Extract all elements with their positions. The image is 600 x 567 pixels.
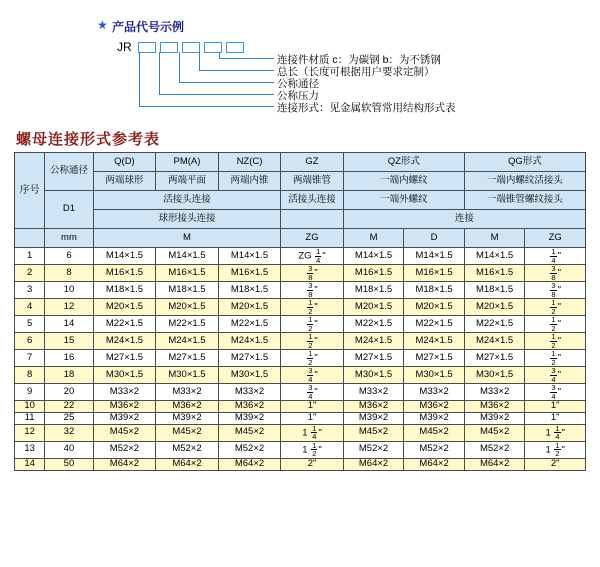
cell-qg-zg: 1 $\frac{1}{4}$ " [525,424,586,441]
cell-qz-d: M22×1.5 [404,316,465,333]
cell-qz-d: M33×2 [404,384,465,401]
table-row [15,384,586,401]
header-spacer [281,210,344,229]
cell-nz: M14×1.5 [218,248,281,265]
cell-q: M16×1.5 [93,265,156,282]
cell-nominal-diameter: 8 [45,265,93,282]
legend-label-nominal-pressure: 公称压力 [277,90,319,102]
code-box-1 [138,42,156,53]
cell-nominal-diameter: 14 [45,316,93,333]
cell-qg-zg: $\frac{1}{2}$ " [525,350,586,367]
cell-nz: M16×1.5 [218,265,281,282]
cell-nz: M22×1.5 [218,316,281,333]
header-unit-qz-m: M [343,229,404,248]
cell-gz: $\frac{3}{4}$ " [281,384,344,401]
table-row [15,299,586,316]
cell-pm: M24×1.5 [156,333,219,350]
cell-qg-m: M36×2 [464,401,525,413]
cell-nz: M52×2 [218,441,281,458]
header-unit-m: M [93,229,281,248]
cell-nominal-diameter: 15 [45,333,93,350]
table-body [15,248,586,471]
cell-seq: 5 [15,316,45,333]
legend-label-nominal-diameter: 公称通径 [277,78,319,90]
cell-qz-m: M22×1.5 [343,316,404,333]
cell-qz-m: M52×2 [343,441,404,458]
cell-nominal-diameter: 6 [45,248,93,265]
header-desc-nz: 两端内锥 [218,172,281,191]
cell-qz-m: M45×2 [343,424,404,441]
table-header-units [15,210,586,229]
cell-pm: M33×2 [156,384,219,401]
cell-nz: M39×2 [218,412,281,424]
header-connect-ball: 球形接头连接 [93,210,281,229]
cell-q: M33×2 [93,384,156,401]
cell-qg-m: M18×1.5 [464,282,525,299]
cell-gz: $\frac{3}{4}$ " [281,367,344,384]
header-connect-qg: 一端锥管螺纹接头 [464,191,585,210]
cell-qz-d: M45×2 [404,424,465,441]
cell-qg-zg: $\frac{3}{4}$ " [525,367,586,384]
header-seq-unit [15,229,45,248]
cell-qg-zg: 1" [525,401,586,413]
cell-nominal-diameter: 16 [45,350,93,367]
header-unit-qg-zg: ZG [525,229,586,248]
cell-q: M64×2 [93,458,156,470]
cell-gz: $\frac{1}{2}$ " [281,333,344,350]
cell-seq: 2 [15,265,45,282]
cell-seq: 4 [15,299,45,316]
header-desc-pm: 两端平面 [156,172,219,191]
page-title: 螺母连接形式参考表 [16,131,161,148]
legend-label-connection-type: 连接形式：见金属软管常用结构形式表 [277,102,456,114]
cell-pm: M45×2 [156,424,219,441]
header-connect-union: 活接头连接 [93,191,281,210]
leader-line-v-3 [179,52,180,82]
cell-qg-zg: $\frac{1}{2}$ " [525,316,586,333]
cell-seq: 7 [15,350,45,367]
leader-line-v-4 [199,52,200,70]
cell-qz-m: M16×1.5 [343,265,404,282]
cell-gz: 1" [281,401,344,413]
cell-qz-m: M20×1.5 [343,299,404,316]
cell-qg-zg: 1 $\frac{1}{2}$ " [525,441,586,458]
cell-gz: $\frac{3}{8}$ " [281,265,344,282]
table-row [15,412,586,424]
cell-pm: M16×1.5 [156,265,219,282]
cell-gz: $\frac{1}{2}$ " [281,350,344,367]
product-code-legend [0,0,600,122]
cell-qg-m: M45×2 [464,424,525,441]
cell-gz: 1 $\frac{1}{2}$ " [281,441,344,458]
cell-q: M36×2 [93,401,156,413]
header-desc-q: 两端球形 [93,172,156,191]
nut-connection-spec-table [14,152,586,471]
cell-qz-d: M36×2 [404,401,465,413]
legend-label-total-length: 总长（长度可根据用户要求定制） [277,66,435,78]
cell-qz-d: M64×2 [404,458,465,470]
star-icon: ★ [97,18,108,32]
cell-qg-m: M52×2 [464,441,525,458]
table-header-descriptions [15,172,586,191]
code-box-3 [182,42,200,53]
header-connect-qz: 一端外螺纹 [343,191,464,210]
cell-nominal-diameter: 20 [45,384,93,401]
cell-pm: M18×1.5 [156,282,219,299]
table-row [15,333,586,350]
cell-qg-m: M30×1.5 [464,367,525,384]
cell-qz-m: M30×1.5 [343,367,404,384]
cell-qg-zg: $\frac{3}{8}$ " [525,282,586,299]
cell-pm: M22×1.5 [156,316,219,333]
cell-qg-m: M64×2 [464,458,525,470]
cell-qz-d: M14×1.5 [404,248,465,265]
spec-table-wrap [14,152,586,471]
cell-nominal-diameter: 22 [45,401,93,413]
cell-qz-m: M64×2 [343,458,404,470]
header-unit-qg-m: M [464,229,525,248]
cell-pm: M27×1.5 [156,350,219,367]
cell-nominal-diameter: 10 [45,282,93,299]
leader-line-h-3 [179,82,274,83]
cell-qz-m: M27×1.5 [343,350,404,367]
cell-seq: 8 [15,367,45,384]
leader-line-h-2 [159,94,274,95]
cell-qz-d: M27×1.5 [404,350,465,367]
cell-nominal-diameter: 25 [45,412,93,424]
cell-q: M27×1.5 [93,350,156,367]
product-code-prefix: JR [117,40,132,54]
leader-line-v-2 [159,52,160,94]
cell-qz-d: M39×2 [404,412,465,424]
cell-seq: 14 [15,458,45,470]
cell-qg-m: M39×2 [464,412,525,424]
header-unit-zg: ZG [281,229,344,248]
cell-qg-zg: $\frac{3}{8}$ " [525,265,586,282]
cell-nominal-diameter: 32 [45,424,93,441]
table-row [15,458,586,470]
header-desc-qg: 一端内螺纹活接头 [464,172,585,191]
cell-q: M39×2 [93,412,156,424]
cell-qg-zg: $\frac{1}{4}$ " [525,248,586,265]
cell-pm: M39×2 [156,412,219,424]
cell-qg-m: M16×1.5 [464,265,525,282]
cell-qg-m: M14×1.5 [464,248,525,265]
cell-qg-zg: $\frac{1}{2}$ " [525,299,586,316]
header-group-q: Q(D) [93,153,156,172]
table-row [15,350,586,367]
table-header-symbols [15,229,586,248]
cell-nz: M20×1.5 [218,299,281,316]
cell-seq: 6 [15,333,45,350]
legend-title: 产品代号示例 [112,20,185,34]
cell-gz: $\frac{1}{2}$ " [281,316,344,333]
header-desc-qz: 一端内螺纹 [343,172,464,191]
cell-qz-m: M36×2 [343,401,404,413]
cell-qz-m: M14×1.5 [343,248,404,265]
table-row [15,265,586,282]
header-unit-qz-d: D [404,229,465,248]
cell-q: M18×1.5 [93,282,156,299]
cell-nz: M30×1.5 [218,367,281,384]
header-dn-unit: mm [45,229,93,248]
legend-label-material: 连接件材质 c：为碳钢 b：为不锈钢 [277,54,441,66]
cell-qz-m: M39×2 [343,412,404,424]
table-row [15,282,586,299]
cell-qg-zg: $\frac{1}{2}$ " [525,333,586,350]
cell-nz: M45×2 [218,424,281,441]
cell-qg-m: M22×1.5 [464,316,525,333]
cell-qz-m: M33×2 [343,384,404,401]
cell-q: M45×2 [93,424,156,441]
cell-seq: 10 [15,401,45,413]
cell-nz: M36×2 [218,401,281,413]
cell-qz-d: M30×1.5 [404,367,465,384]
cell-q: M52×2 [93,441,156,458]
table-header-codes [15,153,586,172]
cell-nominal-diameter: 50 [45,458,93,470]
cell-pm: M64×2 [156,458,219,470]
cell-qg-zg: $\frac{3}{4}$ " [525,384,586,401]
table-row [15,367,586,384]
table-header-connection [15,191,586,210]
cell-qz-d: M20×1.5 [404,299,465,316]
header-group-qg: QG形式 [464,153,585,172]
cell-gz: 1" [281,412,344,424]
cell-nz: M18×1.5 [218,282,281,299]
leader-line-h-5 [219,58,274,59]
cell-seq: 1 [15,248,45,265]
cell-seq: 9 [15,384,45,401]
cell-pm: M36×2 [156,401,219,413]
cell-nominal-diameter: 12 [45,299,93,316]
header-dn-sub: D1 [45,191,93,229]
cell-q: M14×1.5 [93,248,156,265]
cell-q: M30×1.5 [93,367,156,384]
cell-seq: 3 [15,282,45,299]
cell-qg-m: M33×2 [464,384,525,401]
cell-seq: 12 [15,424,45,441]
cell-nominal-diameter: 18 [45,367,93,384]
cell-gz: 2" [281,458,344,470]
product-code-boxes [138,42,244,53]
cell-qg-m: M27×1.5 [464,350,525,367]
cell-nz: M64×2 [218,458,281,470]
leader-line-v-1 [139,52,140,106]
cell-seq: 11 [15,412,45,424]
cell-qz-d: M52×2 [404,441,465,458]
table-row [15,441,586,458]
cell-qg-m: M20×1.5 [464,299,525,316]
cell-nz: M27×1.5 [218,350,281,367]
cell-pm: M52×2 [156,441,219,458]
cell-seq: 13 [15,441,45,458]
cell-nominal-diameter: 40 [45,441,93,458]
cell-qz-m: M24×1.5 [343,333,404,350]
leader-line-h-4 [199,70,274,71]
header-connect-qg2: 连接 [343,210,585,229]
cell-pm: M14×1.5 [156,248,219,265]
cell-pm: M20×1.5 [156,299,219,316]
table-row [15,424,586,441]
header-seq: 序号 [15,153,45,229]
header-desc-gz: 两端锥管 [281,172,344,191]
leader-line-h-1 [139,106,274,107]
cell-qg-zg: 2" [525,458,586,470]
cell-qg-m: M24×1.5 [464,333,525,350]
cell-qz-d: M18×1.5 [404,282,465,299]
cell-qz-m: M18×1.5 [343,282,404,299]
header-group-qz: QZ形式 [343,153,464,172]
header-group-nz: NZ(C) [218,153,281,172]
header-group-gz: GZ [281,153,344,172]
cell-qz-d: M16×1.5 [404,265,465,282]
code-box-5 [226,42,244,53]
cell-pm: M30×1.5 [156,367,219,384]
cell-nz: M33×2 [218,384,281,401]
cell-qg-zg: 1" [525,412,586,424]
header-group-pm: PM(A) [156,153,219,172]
cell-nz: M24×1.5 [218,333,281,350]
header-nominal-diameter: 公称通径 [45,153,93,191]
header-connect-gz: 活接头连接 [281,191,344,210]
cell-qz-d: M24×1.5 [404,333,465,350]
cell-gz: $\frac{3}{8}$ " [281,282,344,299]
cell-q: M22×1.5 [93,316,156,333]
cell-q: M20×1.5 [93,299,156,316]
cell-q: M24×1.5 [93,333,156,350]
cell-gz: 1 $\frac{1}{4}$ " [281,424,344,441]
table-row [15,248,586,265]
code-box-2 [160,42,178,53]
table-row [15,401,586,413]
cell-gz: $\frac{1}{2}$ " [281,299,344,316]
table-row [15,316,586,333]
cell-gz: ZG $\frac{1}{4}$ " [281,248,344,265]
